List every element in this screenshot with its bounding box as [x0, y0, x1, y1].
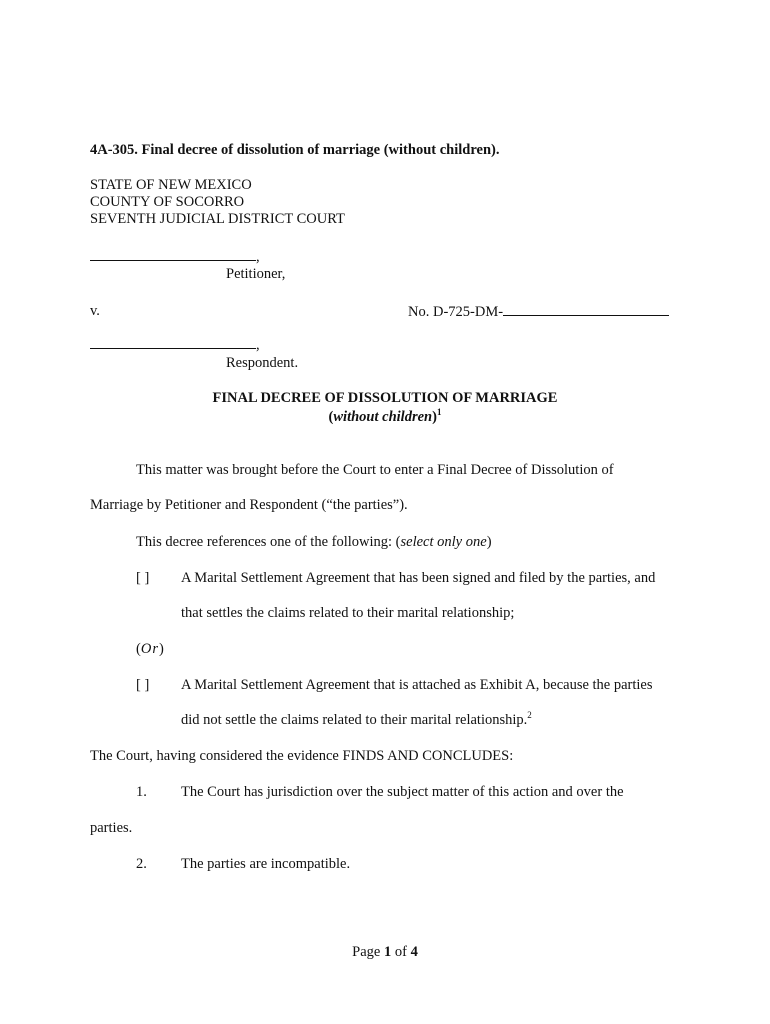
case-number-prefix: No. D-725-DM-: [408, 304, 504, 320]
option-1-line-2: that settles the claims related to their marital relationship;: [181, 605, 515, 621]
respondent-name-field[interactable]: [90, 336, 260, 354]
references-line: [136, 534, 492, 551]
intro-line-2: Marriage by Petitioner and Respondent (“the parties”).: [90, 497, 408, 513]
option-2-line-2-text: did not settle the claims related to their marital relationship.: [181, 712, 528, 728]
page-word: Page: [352, 944, 381, 960]
respondent-label: Respondent.: [226, 355, 299, 371]
court-state: STATE OF NEW MEXICO: [90, 177, 252, 193]
form-heading: 4A-305. Final decree of dissolution of marriage (without children).: [90, 142, 500, 158]
page-total: 4: [410, 944, 418, 960]
finding-1-line-1: The Court has jurisdiction over the subject matter of this action and over the: [181, 784, 624, 800]
respondent-comma: ,: [256, 337, 260, 353]
court-district: SEVENTH JUDICIAL DISTRICT COURT: [90, 211, 345, 227]
references-suffix: ): [486, 534, 492, 550]
references-prefix: This decree references one of the following: (: [136, 534, 401, 550]
option-2-line-1: A Marital Settlement Agreement that is attached as Exhibit A, because the parties: [181, 677, 653, 693]
of-word: of: [394, 944, 407, 960]
or-open: (: [136, 641, 141, 657]
finding-1-line-2: parties.: [90, 820, 133, 836]
versus-label: v.: [90, 303, 100, 319]
petitioner-name-blank: [90, 248, 256, 261]
petitioner-name-field[interactable]: [90, 248, 260, 266]
case-number-blank: [503, 303, 669, 316]
intro-line-1: This matter was brought before the Court to enter a Final Decree of Dissolution of: [136, 462, 614, 478]
respondent-name-blank: [90, 336, 256, 349]
finding-1-number: 1.: [136, 784, 147, 800]
court-county: COUNTY OF SOCORRO: [90, 194, 245, 210]
footnote-ref-2: 2: [527, 710, 532, 720]
finding-2-number: 2.: [136, 856, 147, 872]
or-label: [136, 641, 164, 658]
footnote-ref-1: 1: [436, 407, 442, 417]
petitioner-label: Petitioner,: [226, 266, 286, 282]
finding-2-line-1: The parties are incompatible.: [181, 856, 351, 872]
petitioner-comma: ,: [256, 249, 260, 265]
option-2-checkbox[interactable]: [ ]: [136, 677, 150, 693]
findings-intro: The Court, having considered the evidence FINDS AND CONCLUDES:: [90, 748, 514, 764]
option-2-line-2: [181, 712, 532, 729]
or-text: Or: [140, 641, 159, 657]
page-current: 1: [383, 944, 392, 960]
page-footer: [0, 944, 770, 961]
references-italic: select only one: [400, 534, 487, 550]
option-1-line-1: A Marital Settlement Agreement that has been signed and filed by the parties, and: [181, 570, 656, 586]
case-number-field[interactable]: [408, 303, 669, 321]
decree-subtitle-text: without children: [333, 409, 433, 425]
or-close: ): [158, 641, 164, 657]
option-1-checkbox[interactable]: [ ]: [136, 570, 150, 586]
decree-subtitle: (without children)$^1$: [328, 407, 442, 425]
decree-title: FINAL DECREE OF DISSOLUTION OF MARRIAGE: [212, 390, 558, 406]
